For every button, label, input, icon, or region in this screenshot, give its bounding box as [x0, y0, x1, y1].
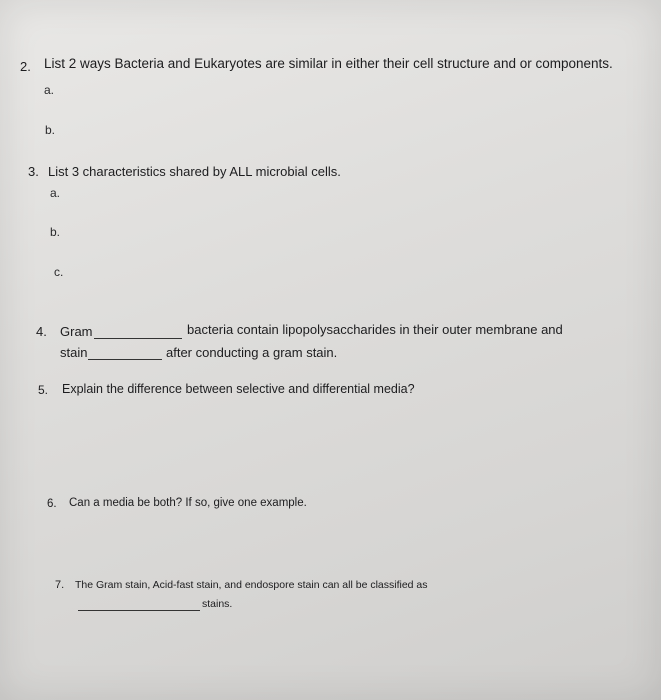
question-3-text: List 3 characteristics shared by ALL microbial cells.	[48, 164, 341, 179]
question-5-number: 5.	[38, 383, 49, 397]
question-3-sub-a: a.	[50, 186, 61, 200]
question-4-number: 4.	[36, 324, 47, 339]
question-2-sub-a: a.	[44, 83, 55, 97]
question-7-blank[interactable]	[78, 599, 200, 611]
question-4-line2-end: after conducting a gram stain.	[166, 345, 338, 360]
question-7-number: 7.	[55, 579, 65, 591]
question-4-line1-start: Gram	[60, 324, 93, 339]
question-2-text: List 2 ways Bacteria and Eukaryotes are similar in either their cell structure and or components.	[44, 56, 613, 71]
question-7-text: The Gram stain, Acid-fast stain, and endospore stain can all be classified as	[75, 579, 428, 591]
question-4-blank-1[interactable]	[94, 325, 182, 339]
question-3-number: 3.	[28, 164, 39, 179]
question-7-line2-end: stains.	[202, 598, 233, 610]
question-6-text: Can a media be both? If so, give one example.	[69, 497, 307, 509]
question-3-sub-c: c.	[54, 265, 64, 279]
question-5-text: Explain the difference between selective and differential media?	[62, 382, 415, 396]
question-4-line2-start: stain	[60, 345, 88, 360]
question-2-number: 2.	[20, 59, 31, 74]
question-6-number: 6.	[47, 498, 57, 510]
question-2-sub-b: b.	[45, 123, 56, 137]
question-4-line1-end: bacteria contain lipopolysaccharides in their outer membrane and	[187, 322, 563, 337]
question-3-sub-b: b.	[50, 225, 61, 239]
question-4-blank-2[interactable]	[88, 346, 162, 360]
